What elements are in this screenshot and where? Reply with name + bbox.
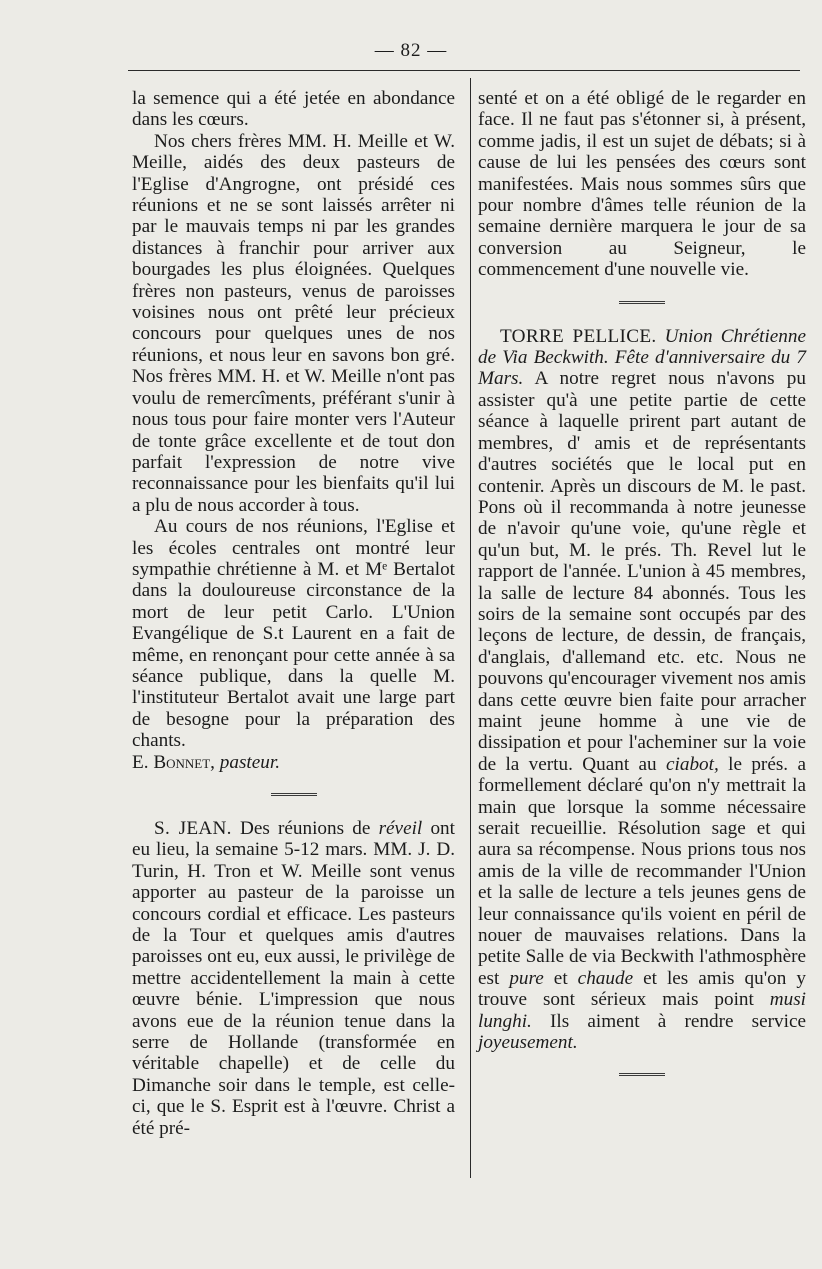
right-column <box>478 88 806 1076</box>
torre-text-2: le prés. a formellement déclaré qu'on n'y mettrait la main que lorsque la somme nécessaire serait recueillie. Résolution sage et qui aura sa récompense. Nous prions tous nos amis de la ville de recommander l'Union et la salle de lecture a tels jeunes gens de leur connaissance qu'ils voient en péril de nouer de mauvaises relations. Dans la petite Salle de via Beckwith l'athmosphère est <box>478 753 806 989</box>
torre-text-3: et <box>543 967 578 989</box>
signature <box>132 752 455 773</box>
end-separator <box>619 1073 665 1076</box>
torre-emphasis-2: ciabot, <box>666 753 719 775</box>
sjean-emphasis-1: réveil <box>378 818 423 839</box>
torre-text-4: et les amis qu'on y trouve sont sérieux mais point <box>478 967 806 1011</box>
torre-emphasis-1: Union Chrétienne de Via Beckwith. Fête d'anniversaire du 7 Mars. <box>478 325 806 390</box>
section-separator <box>271 793 317 796</box>
torre-emphasis-5: musi lunghi. <box>478 989 806 1032</box>
sjean-text-1: Des réunions de <box>231 818 379 839</box>
sjean-text-2: ont eu lieu, la semaine 5-12 mars. MM. J. D. Turin, H. Tron et W. Meille sont venus apporter au pasteur de la paroisse un concours cordial et efficace. Les pasteurs de la Tour et quelques amis d'autres paroisses ont eu, eux aussi, le privilège de mettre accidentellement la main à cette œuvre bénie. L'impression que nous avons eue de la réunion tenue dans la serre de Hollande (transformée en véritable chapelle) et de celle du Dimanche soir dans le temple, est celle-ci, que le S. Esprit est à l'œuvre. Christ a été pré- <box>132 818 455 1139</box>
page-number: — 82 — <box>374 40 448 61</box>
column-divider <box>470 78 471 1178</box>
torre-emphasis-4: chaude <box>577 967 634 989</box>
left-paragraph-2: Nos chers frères MM. H. Meille et W. Meille, aidés des deux pasteurs de l'Eglise d'Angrogne, ont présidé ces réunions et ne se sont laissés arrêter ni par le mauvais temps ni par les grandes distances à franchir pour arriver aux bourgades les plus éloignées. Quelques frères non pasteurs, venus de paroisses voisines nous ont prêté leur précieux concours pour quelques unes de nos réunions, et nous leur en savons bon gré. Nos frères MM. H. et W. Meille n'ont pas voulu de remercîments, préférant s'unir à nous tous pour faire monter vers l'Auteur de tonte grâce excellente et de tout don parfait l'expression de notre vive reconnaissance pour les bienfaits qu'il lui a plu de nous accorder à tous. <box>132 130 455 516</box>
torre-heading: TORRE PELLICE. <box>500 325 657 347</box>
left-column <box>132 88 455 1139</box>
torre-emphasis-3: pure <box>509 967 544 989</box>
signature-role: pasteur. <box>219 751 280 773</box>
right-paragraph-1: senté et on a été obligé de le regarder en face. Il ne faut pas s'étonner si, à présent, comme jadis, il est un sujet de débats; si à cause de lui les pensées des cœurs sont manifestées. Mais nous sommes sûrs que pour nombre d'âmes telle réunion de la semaine dernière marquera le jour de sa conversion au Seigneur, le commencement d'une nouvelle vie. <box>478 88 806 281</box>
header-rule <box>128 70 800 71</box>
left-paragraph-3: Au cours de nos réunions, l'Eglise et les écoles centrales ont montré leur sympathie chrétienne à M. et Mᵉ Bertalot dans la douloureuse circonstance de la mort de leur petit Carlo. L'Union Evangélique de S.t Laurent en a fait de même, en renonçant pour cette année à sa séance publique, dans la quelle M. l'instituteur Bertalot avait une large part de besogne pour la préparation des chants. <box>132 516 455 752</box>
left-paragraph-1: la semence qui a été jetée en abondance dans les cœurs. <box>132 88 455 131</box>
torre-emphasis-6: joyeusement. <box>478 1032 578 1054</box>
torre-paragraph <box>478 326 806 1054</box>
torre-text-1: A notre regret nous n'avons pu assister qu'à une petite partie de cette séance à laquelle prirent part autant de membres, d' amis et de représentants d'autres sociétés que le local put en contenir. Après un discours de M. le past. Pons où il recommanda à notre jeunesse de n'avoir qu'une voie, qu'une règle et qu'un but, M. le prés. Th. Revel lut le rapport de l'année. L'union à 45 membres, la salle de lecture 84 abonnés. Tous les soirs de la semaine sont occupés par des leçons de lecture, de dessin, de français, d'anglais, d'allemand etc. etc. Nous ne pouvons qu'encourager vivement nos amis dans cette œuvre bien faite pour arracher maint jeune homme à une vie de dissipation et pour l'acheminer sur la voie de la vertu. Quant au <box>478 368 806 775</box>
signature-name: E. Bonnet, <box>132 751 215 773</box>
torre-text-5: Ils aiment à rendre service <box>531 1010 806 1032</box>
sjean-paragraph <box>132 818 455 1139</box>
sjean-heading: S. JEAN. <box>154 818 232 839</box>
section-separator <box>619 301 665 304</box>
